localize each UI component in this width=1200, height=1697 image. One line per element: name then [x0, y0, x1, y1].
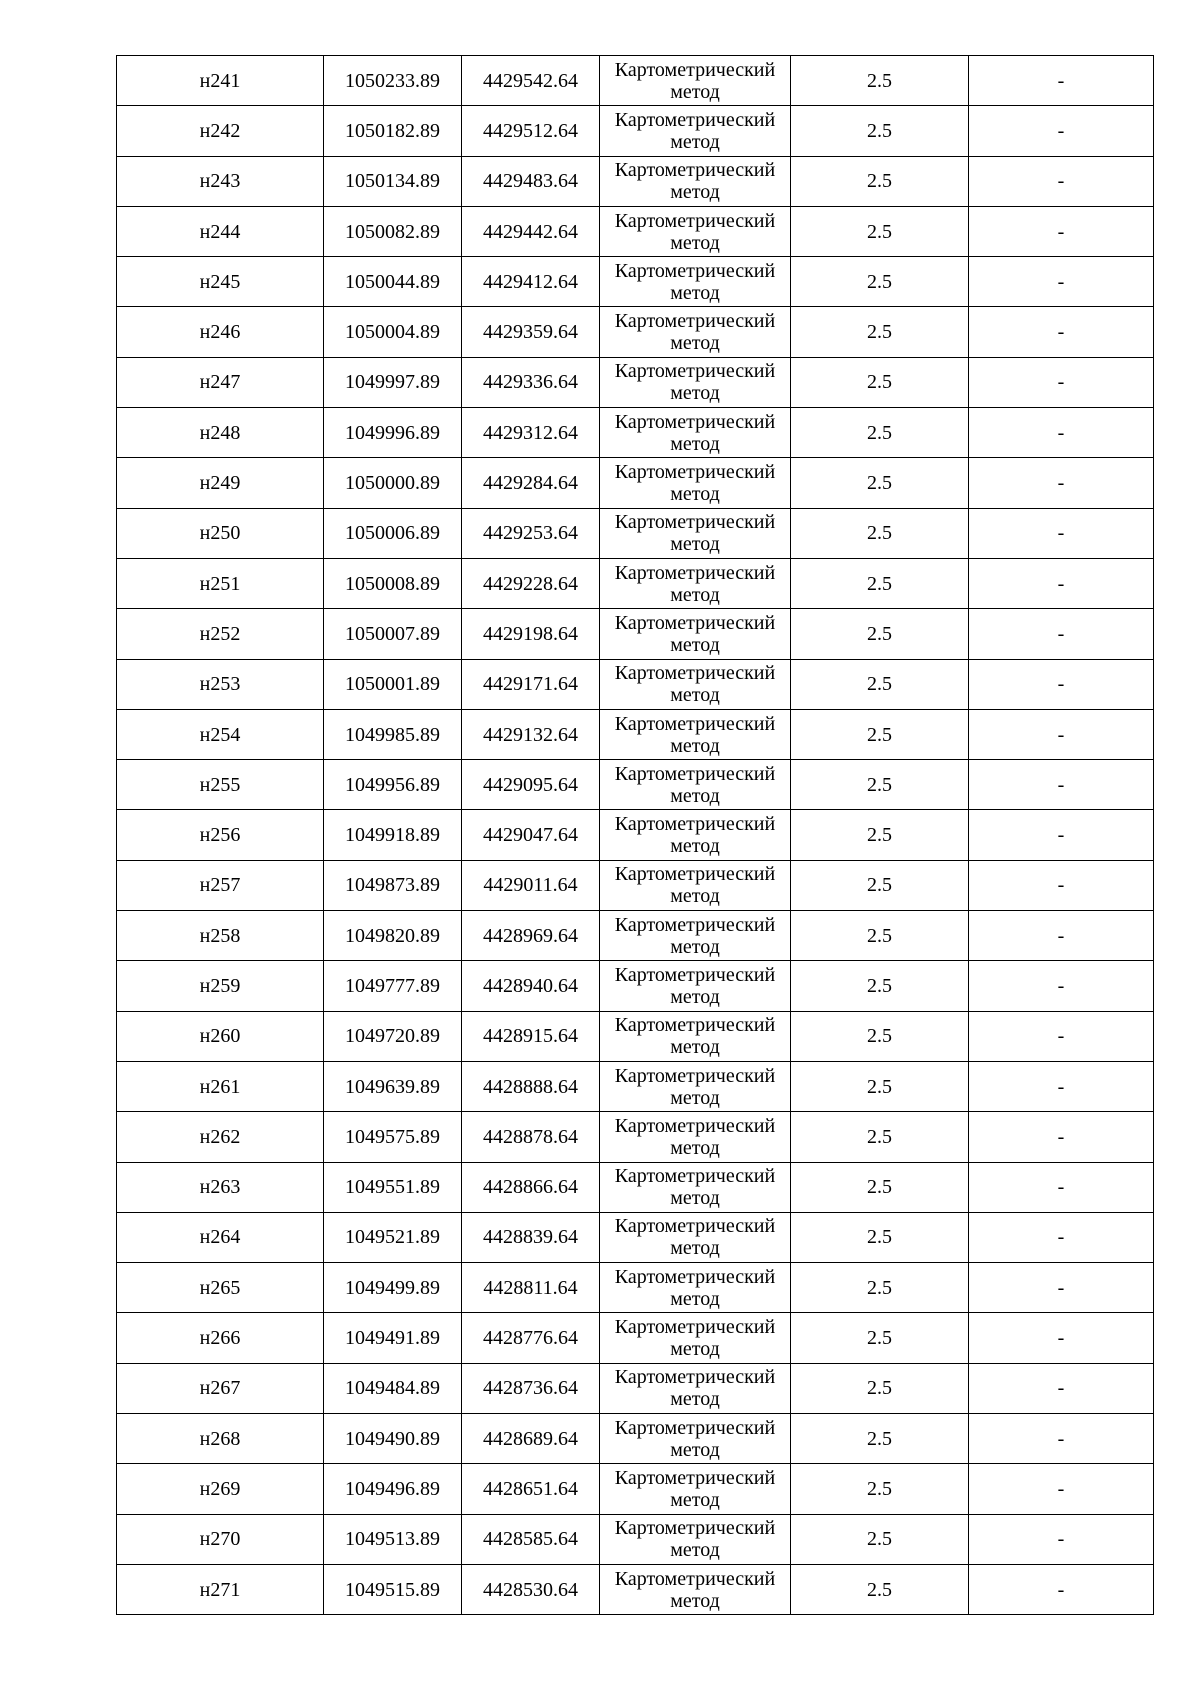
point-id-cell: н254 — [117, 709, 324, 759]
table-row — [117, 1061, 1154, 1111]
y-coordinate-cell: 4429198.64 — [462, 609, 600, 659]
method-cell — [600, 508, 791, 558]
method-label-line2: метод — [670, 1488, 720, 1511]
accuracy-cell: 2.5 — [791, 307, 969, 357]
accuracy-cell: 2.5 — [791, 508, 969, 558]
method-label-line1: Картометрический — [614, 1265, 776, 1288]
method-label-line1: Картометрический — [614, 360, 776, 383]
note-cell: - — [969, 206, 1154, 256]
table-row — [117, 1514, 1154, 1564]
x-coordinate-cell: 1049720.89 — [324, 1011, 462, 1061]
method-label-line1: Картометрический — [614, 1567, 776, 1590]
note-cell: - — [969, 1162, 1154, 1212]
method-label-line2: метод — [670, 1287, 720, 1310]
y-coordinate-cell: 4428839.64 — [462, 1212, 600, 1262]
method-label-line1: Картометрический — [614, 561, 776, 584]
y-coordinate-cell: 4428530.64 — [462, 1564, 600, 1614]
point-id-cell: н263 — [117, 1162, 324, 1212]
point-id-cell: н256 — [117, 810, 324, 860]
x-coordinate-cell: 1049639.89 — [324, 1061, 462, 1111]
method-cell — [600, 1162, 791, 1212]
point-id-cell: н246 — [117, 307, 324, 357]
method-label-line2: метод — [670, 1539, 720, 1562]
accuracy-cell: 2.5 — [791, 1061, 969, 1111]
y-coordinate-cell: 4428651.64 — [462, 1464, 600, 1514]
table-row — [117, 307, 1154, 357]
method-label-line1: Картометрический — [614, 1316, 776, 1339]
method-label-line1: Картометрический — [614, 209, 776, 232]
accuracy-cell: 2.5 — [791, 1414, 969, 1464]
method-cell — [600, 1363, 791, 1413]
accuracy-cell: 2.5 — [791, 1162, 969, 1212]
method-label-line2: метод — [670, 432, 720, 455]
point-id-cell: н247 — [117, 357, 324, 407]
y-coordinate-cell: 4428888.64 — [462, 1061, 600, 1111]
note-cell: - — [969, 659, 1154, 709]
note-cell: - — [969, 961, 1154, 1011]
table-row — [117, 911, 1154, 961]
x-coordinate-cell: 1049513.89 — [324, 1514, 462, 1564]
y-coordinate-cell: 4429542.64 — [462, 56, 600, 106]
point-id-cell: н261 — [117, 1061, 324, 1111]
table-row — [117, 1363, 1154, 1413]
method-label-line1: Картометрический — [614, 863, 776, 886]
note-cell: - — [969, 458, 1154, 508]
y-coordinate-cell: 4429412.64 — [462, 257, 600, 307]
x-coordinate-cell: 1050044.89 — [324, 257, 462, 307]
x-coordinate-cell: 1049996.89 — [324, 408, 462, 458]
coordinates-table — [116, 55, 1154, 1615]
point-id-cell: н262 — [117, 1112, 324, 1162]
method-label-line2: метод — [670, 633, 720, 656]
point-id-cell: н259 — [117, 961, 324, 1011]
method-label-line1: Картометрический — [614, 913, 776, 936]
x-coordinate-cell: 1050082.89 — [324, 206, 462, 256]
point-id-cell: н249 — [117, 458, 324, 508]
method-label-line2: метод — [670, 985, 720, 1008]
y-coordinate-cell: 4429171.64 — [462, 659, 600, 709]
note-cell: - — [969, 357, 1154, 407]
table-row — [117, 357, 1154, 407]
table-row — [117, 1464, 1154, 1514]
x-coordinate-cell: 1049873.89 — [324, 860, 462, 910]
point-id-cell: н241 — [117, 56, 324, 106]
method-cell — [600, 1464, 791, 1514]
method-label-line2: метод — [670, 1388, 720, 1411]
method-label-line1: Картометрический — [614, 1215, 776, 1238]
point-id-cell: н248 — [117, 408, 324, 458]
method-cell — [600, 206, 791, 256]
x-coordinate-cell: 1049985.89 — [324, 709, 462, 759]
point-id-cell: н268 — [117, 1414, 324, 1464]
point-id-cell: н243 — [117, 156, 324, 206]
method-label-line1: Картометрический — [614, 1165, 776, 1188]
y-coordinate-cell: 4428878.64 — [462, 1112, 600, 1162]
accuracy-cell: 2.5 — [791, 357, 969, 407]
method-cell — [600, 911, 791, 961]
point-id-cell: н251 — [117, 558, 324, 608]
method-cell — [600, 1263, 791, 1313]
x-coordinate-cell: 1049575.89 — [324, 1112, 462, 1162]
y-coordinate-cell: 4429312.64 — [462, 408, 600, 458]
method-label-line2: метод — [670, 332, 720, 355]
point-id-cell: н250 — [117, 508, 324, 558]
method-label-line2: метод — [670, 80, 720, 103]
table-row — [117, 1162, 1154, 1212]
method-label-line1: Картометрический — [614, 410, 776, 433]
note-cell: - — [969, 1363, 1154, 1413]
method-label-line1: Картометрический — [614, 511, 776, 534]
y-coordinate-cell: 4428969.64 — [462, 911, 600, 961]
method-label-line2: метод — [670, 1589, 720, 1612]
accuracy-cell: 2.5 — [791, 558, 969, 608]
method-cell — [600, 106, 791, 156]
point-id-cell: н242 — [117, 106, 324, 156]
method-label-line1: Картометрический — [614, 1366, 776, 1389]
method-cell — [600, 709, 791, 759]
method-label-line1: Картометрический — [614, 259, 776, 282]
table-row — [117, 508, 1154, 558]
y-coordinate-cell: 4428866.64 — [462, 1162, 600, 1212]
table-row — [117, 961, 1154, 1011]
table-row — [117, 106, 1154, 156]
y-coordinate-cell: 4428811.64 — [462, 1263, 600, 1313]
y-coordinate-cell: 4429359.64 — [462, 307, 600, 357]
y-coordinate-cell: 4429512.64 — [462, 106, 600, 156]
method-label-line2: метод — [670, 784, 720, 807]
point-id-cell: н255 — [117, 760, 324, 810]
method-label-line1: Картометрический — [614, 159, 776, 182]
x-coordinate-cell: 1050008.89 — [324, 558, 462, 608]
note-cell: - — [969, 1061, 1154, 1111]
y-coordinate-cell: 4429442.64 — [462, 206, 600, 256]
method-label-line1: Картометрический — [614, 461, 776, 484]
method-label-line2: метод — [670, 734, 720, 757]
method-label-line2: метод — [670, 1136, 720, 1159]
method-label-line2: метод — [670, 1036, 720, 1059]
table-row — [117, 709, 1154, 759]
y-coordinate-cell: 4429284.64 — [462, 458, 600, 508]
x-coordinate-cell: 1050004.89 — [324, 307, 462, 357]
table-row — [117, 156, 1154, 206]
note-cell: - — [969, 106, 1154, 156]
point-id-cell: н258 — [117, 911, 324, 961]
accuracy-cell: 2.5 — [791, 1212, 969, 1262]
x-coordinate-cell: 1049521.89 — [324, 1212, 462, 1262]
note-cell: - — [969, 709, 1154, 759]
y-coordinate-cell: 4429011.64 — [462, 860, 600, 910]
accuracy-cell: 2.5 — [791, 458, 969, 508]
method-cell — [600, 1564, 791, 1614]
method-cell — [600, 1212, 791, 1262]
note-cell: - — [969, 1011, 1154, 1061]
x-coordinate-cell: 1050007.89 — [324, 609, 462, 659]
x-coordinate-cell: 1050006.89 — [324, 508, 462, 558]
accuracy-cell: 2.5 — [791, 1464, 969, 1514]
method-cell — [600, 156, 791, 206]
method-label-line1: Картометрический — [614, 58, 776, 81]
accuracy-cell: 2.5 — [791, 206, 969, 256]
table-row — [117, 810, 1154, 860]
point-id-cell: н265 — [117, 1263, 324, 1313]
accuracy-cell: 2.5 — [791, 257, 969, 307]
accuracy-cell: 2.5 — [791, 609, 969, 659]
table-row — [117, 458, 1154, 508]
note-cell: - — [969, 860, 1154, 910]
method-label-line2: метод — [670, 181, 720, 204]
accuracy-cell: 2.5 — [791, 1564, 969, 1614]
table-row — [117, 1263, 1154, 1313]
method-label-line1: Картометрический — [614, 611, 776, 634]
y-coordinate-cell: 4428940.64 — [462, 961, 600, 1011]
method-label-line2: метод — [670, 1438, 720, 1461]
method-label-line1: Картометрический — [614, 813, 776, 836]
method-cell — [600, 810, 791, 860]
point-id-cell: н260 — [117, 1011, 324, 1061]
method-cell — [600, 1112, 791, 1162]
note-cell: - — [969, 307, 1154, 357]
method-label-line2: метод — [670, 1086, 720, 1109]
note-cell: - — [969, 1313, 1154, 1363]
method-cell — [600, 1514, 791, 1564]
method-cell — [600, 609, 791, 659]
table-row — [117, 1564, 1154, 1614]
note-cell: - — [969, 1263, 1154, 1313]
method-label-line1: Картометрический — [614, 1466, 776, 1489]
accuracy-cell: 2.5 — [791, 961, 969, 1011]
method-label-line2: метод — [670, 1237, 720, 1260]
x-coordinate-cell: 1049515.89 — [324, 1564, 462, 1614]
method-label-line1: Картометрический — [614, 963, 776, 986]
method-label-line1: Картометрический — [614, 662, 776, 685]
note-cell: - — [969, 1414, 1154, 1464]
accuracy-cell: 2.5 — [791, 911, 969, 961]
method-label-line2: метод — [670, 684, 720, 707]
method-cell — [600, 56, 791, 106]
note-cell: - — [969, 1212, 1154, 1262]
note-cell: - — [969, 408, 1154, 458]
x-coordinate-cell: 1049997.89 — [324, 357, 462, 407]
y-coordinate-cell: 4428736.64 — [462, 1363, 600, 1413]
method-cell — [600, 1061, 791, 1111]
method-label-line1: Картометрический — [614, 762, 776, 785]
note-cell: - — [969, 1564, 1154, 1614]
method-label-line2: метод — [670, 835, 720, 858]
point-id-cell: н245 — [117, 257, 324, 307]
method-cell — [600, 1011, 791, 1061]
note-cell: - — [969, 1112, 1154, 1162]
x-coordinate-cell: 1049820.89 — [324, 911, 462, 961]
x-coordinate-cell: 1049918.89 — [324, 810, 462, 860]
note-cell: - — [969, 558, 1154, 608]
table-row — [117, 1112, 1154, 1162]
method-label-line2: метод — [670, 281, 720, 304]
accuracy-cell: 2.5 — [791, 1011, 969, 1061]
accuracy-cell: 2.5 — [791, 810, 969, 860]
point-id-cell: н253 — [117, 659, 324, 709]
method-label-line2: метод — [670, 231, 720, 254]
method-label-line1: Картометрический — [614, 1014, 776, 1037]
table-row — [117, 1313, 1154, 1363]
accuracy-cell: 2.5 — [791, 408, 969, 458]
point-id-cell: н267 — [117, 1363, 324, 1413]
method-label-line2: метод — [670, 885, 720, 908]
method-cell — [600, 257, 791, 307]
method-cell — [600, 760, 791, 810]
x-coordinate-cell: 1049777.89 — [324, 961, 462, 1011]
point-id-cell: н252 — [117, 609, 324, 659]
y-coordinate-cell: 4429095.64 — [462, 760, 600, 810]
note-cell: - — [969, 810, 1154, 860]
method-cell — [600, 961, 791, 1011]
accuracy-cell: 2.5 — [791, 106, 969, 156]
y-coordinate-cell: 4428776.64 — [462, 1313, 600, 1363]
method-cell — [600, 659, 791, 709]
table-row — [117, 206, 1154, 256]
table-body — [117, 56, 1154, 1615]
note-cell: - — [969, 609, 1154, 659]
note-cell: - — [969, 1464, 1154, 1514]
method-cell — [600, 408, 791, 458]
table-row — [117, 1414, 1154, 1464]
note-cell: - — [969, 508, 1154, 558]
y-coordinate-cell: 4428689.64 — [462, 1414, 600, 1464]
method-label-line2: метод — [670, 533, 720, 556]
accuracy-cell: 2.5 — [791, 860, 969, 910]
method-label-line2: метод — [670, 483, 720, 506]
point-id-cell: н244 — [117, 206, 324, 256]
x-coordinate-cell: 1049551.89 — [324, 1162, 462, 1212]
method-cell — [600, 307, 791, 357]
table-row — [117, 408, 1154, 458]
x-coordinate-cell: 1049496.89 — [324, 1464, 462, 1514]
note-cell: - — [969, 760, 1154, 810]
table-row — [117, 558, 1154, 608]
method-label-line2: метод — [670, 583, 720, 606]
y-coordinate-cell: 4429483.64 — [462, 156, 600, 206]
accuracy-cell: 2.5 — [791, 156, 969, 206]
table-row — [117, 760, 1154, 810]
table-row — [117, 1011, 1154, 1061]
method-cell — [600, 357, 791, 407]
table-row — [117, 56, 1154, 106]
table-row — [117, 860, 1154, 910]
method-label-line1: Картометрический — [614, 1064, 776, 1087]
table-row — [117, 257, 1154, 307]
x-coordinate-cell: 1049491.89 — [324, 1313, 462, 1363]
accuracy-cell: 2.5 — [791, 1313, 969, 1363]
accuracy-cell: 2.5 — [791, 1263, 969, 1313]
x-coordinate-cell: 1050000.89 — [324, 458, 462, 508]
table-row — [117, 1212, 1154, 1262]
accuracy-cell: 2.5 — [791, 659, 969, 709]
method-label-line2: метод — [670, 1338, 720, 1361]
method-label-line2: метод — [670, 382, 720, 405]
x-coordinate-cell: 1049490.89 — [324, 1414, 462, 1464]
method-cell — [600, 1414, 791, 1464]
x-coordinate-cell: 1049484.89 — [324, 1363, 462, 1413]
note-cell: - — [969, 1514, 1154, 1564]
method-label-line1: Картометрический — [614, 1416, 776, 1439]
table-row — [117, 659, 1154, 709]
accuracy-cell: 2.5 — [791, 1112, 969, 1162]
accuracy-cell: 2.5 — [791, 1514, 969, 1564]
x-coordinate-cell: 1050001.89 — [324, 659, 462, 709]
x-coordinate-cell: 1050233.89 — [324, 56, 462, 106]
point-id-cell: н269 — [117, 1464, 324, 1514]
point-id-cell: н266 — [117, 1313, 324, 1363]
point-id-cell: н264 — [117, 1212, 324, 1262]
y-coordinate-cell: 4429132.64 — [462, 709, 600, 759]
note-cell: - — [969, 156, 1154, 206]
method-cell — [600, 558, 791, 608]
x-coordinate-cell: 1049956.89 — [324, 760, 462, 810]
note-cell: - — [969, 257, 1154, 307]
method-label-line2: метод — [670, 935, 720, 958]
method-label-line1: Картометрический — [614, 712, 776, 735]
method-label-line1: Картометрический — [614, 1517, 776, 1540]
y-coordinate-cell: 4428585.64 — [462, 1514, 600, 1564]
accuracy-cell: 2.5 — [791, 709, 969, 759]
note-cell: - — [969, 911, 1154, 961]
y-coordinate-cell: 4429253.64 — [462, 508, 600, 558]
note-cell: - — [969, 56, 1154, 106]
x-coordinate-cell: 1049499.89 — [324, 1263, 462, 1313]
accuracy-cell: 2.5 — [791, 1363, 969, 1413]
method-label-line2: метод — [670, 130, 720, 153]
x-coordinate-cell: 1050134.89 — [324, 156, 462, 206]
y-coordinate-cell: 4429047.64 — [462, 810, 600, 860]
method-label-line1: Картометрический — [614, 310, 776, 333]
table-row — [117, 609, 1154, 659]
x-coordinate-cell: 1050182.89 — [324, 106, 462, 156]
point-id-cell: н257 — [117, 860, 324, 910]
y-coordinate-cell: 4428915.64 — [462, 1011, 600, 1061]
method-cell — [600, 860, 791, 910]
method-label-line1: Картометрический — [614, 1114, 776, 1137]
accuracy-cell: 2.5 — [791, 760, 969, 810]
accuracy-cell: 2.5 — [791, 56, 969, 106]
y-coordinate-cell: 4429228.64 — [462, 558, 600, 608]
method-label-line1: Картометрический — [614, 108, 776, 131]
method-cell — [600, 1313, 791, 1363]
point-id-cell: н271 — [117, 1564, 324, 1614]
point-id-cell: н270 — [117, 1514, 324, 1564]
method-label-line2: метод — [670, 1187, 720, 1210]
y-coordinate-cell: 4429336.64 — [462, 357, 600, 407]
method-cell — [600, 458, 791, 508]
